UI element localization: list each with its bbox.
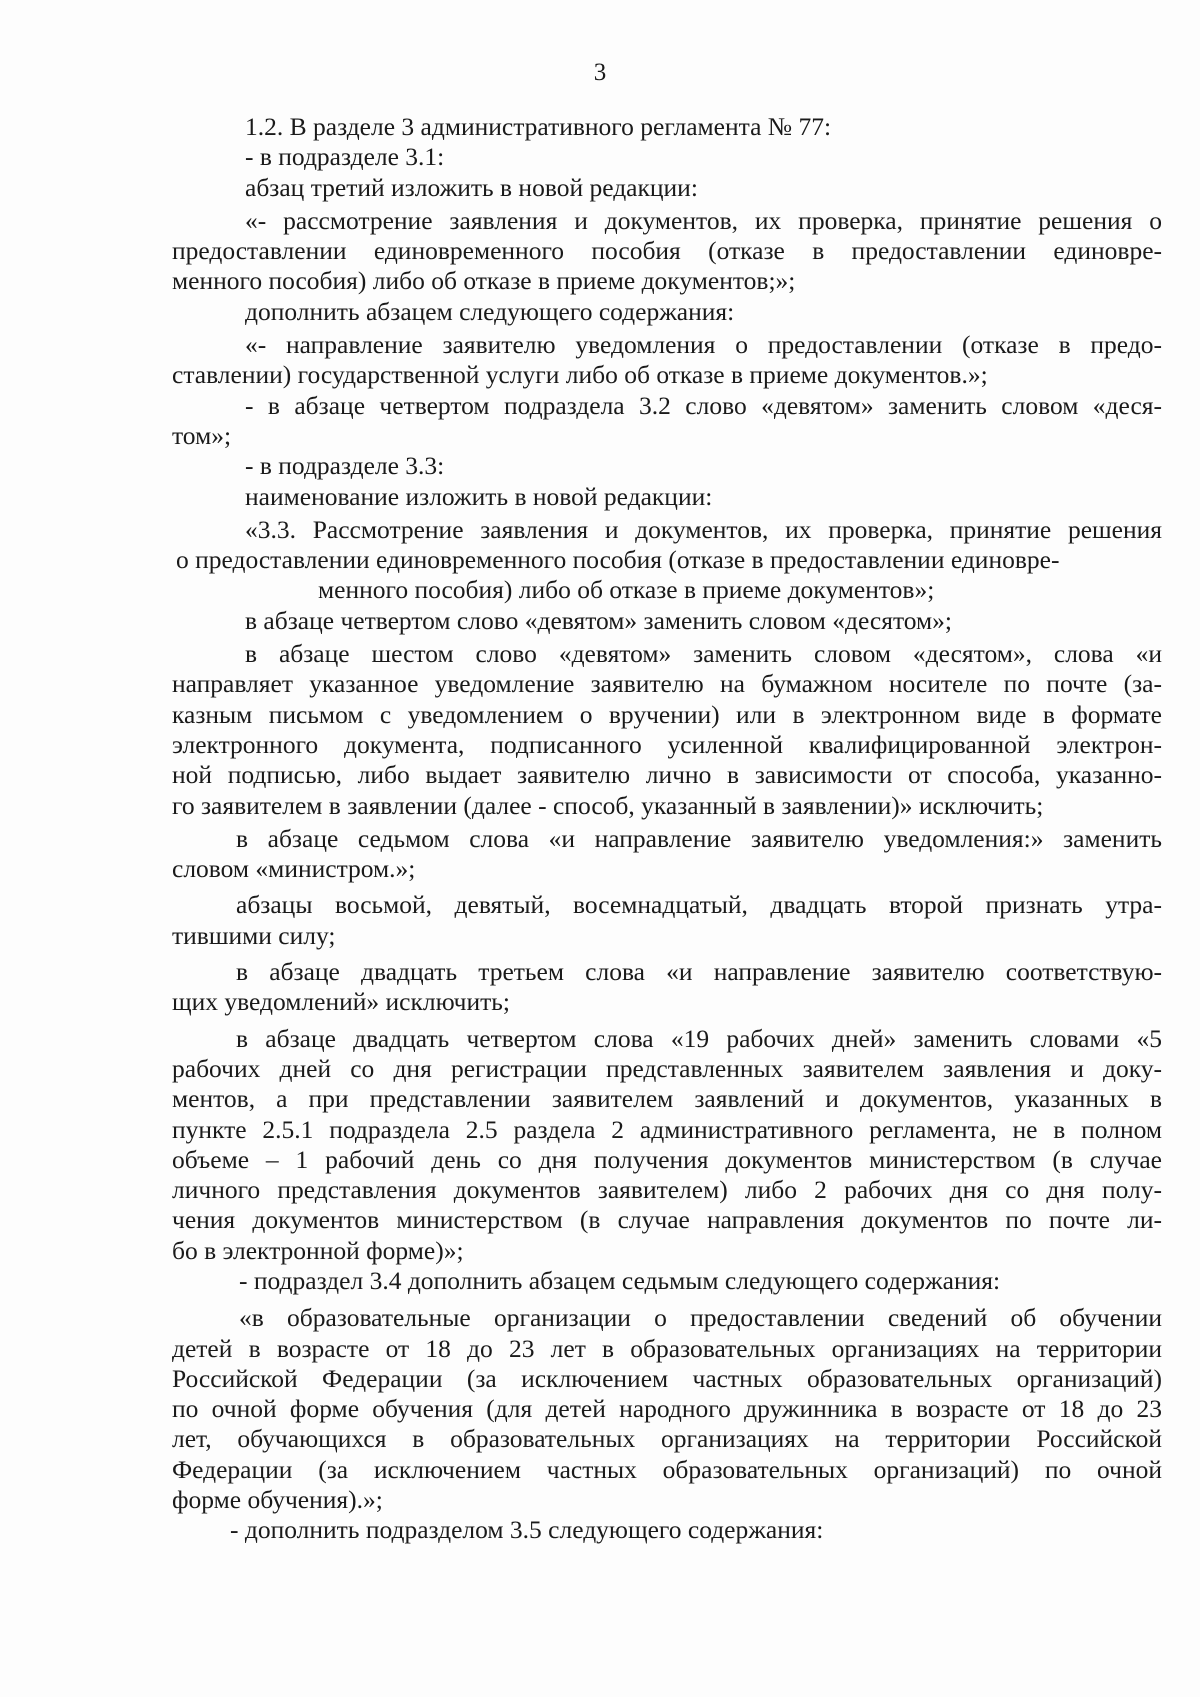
text-line: форме обучения).»; — [172, 1485, 383, 1515]
text-line: - дополнить подразделом 3.5 следующего содержания: — [230, 1515, 824, 1545]
text-line: абзац третий изложить в новой редакции: — [245, 172, 698, 202]
text-line: в абзаце четвертом слово «девятом» заменить словом «десятом»; — [245, 605, 953, 635]
text-line: в абзаце двадцать третьем слова «и направление заявителю соответствую- — [236, 957, 1162, 987]
text-line: объеме – 1 рабочий день со дня получения документов министерством (в случае — [172, 1144, 1162, 1174]
text-line: тившими силу; — [172, 920, 336, 950]
text-line: - в подразделе 3.1: — [245, 142, 445, 172]
text-line: - в абзаце четвертом подраздела 3.2 слово «девятом» заменить словом «деся- — [245, 390, 1162, 420]
text-line: - в подразделе 3.3: — [245, 451, 445, 481]
text-line: ной подписью, либо выдает заявителю лично в зависимости от способа, указанно- — [172, 760, 1162, 790]
text-line: бо в электронной форме)»; — [172, 1235, 464, 1265]
text-line: «в образовательные организации о предоставлении сведений об обучении — [239, 1303, 1162, 1333]
text-line: чения документов министерством (в случае направления документов по почте ли- — [172, 1205, 1162, 1235]
section-heading: 1.2. В разделе 3 административного регламента № 77: — [245, 112, 832, 141]
text-line: в абзаце двадцать четвертом слова «19 рабочих дней» заменить словами «5 — [236, 1023, 1162, 1053]
text-line: по очной форме обучения (для детей народного дружинника в возрасте от 18 до 23 — [172, 1394, 1162, 1424]
text-line: рабочих дней со дня регистрации представленных заявителем заявления и доку- — [172, 1053, 1162, 1083]
text-line: «3.3. Рассмотрение заявления и документов, их проверка, принятие решения — [245, 514, 1162, 544]
text-line: ментов, а при представлении заявителем заявлений и документов, указанных в — [172, 1084, 1162, 1114]
text-line: электронного документа, подписанного усиленной квалифицированной электрон- — [172, 729, 1162, 759]
text-line: направляет указанное уведомление заявителю на бумажном носителе по почте (за- — [172, 669, 1162, 699]
text-line: - подраздел 3.4 дополнить абзацем седьмым следующего содержания: — [239, 1265, 1001, 1295]
text-line: ставлении) государственной услуги либо об отказе в приеме документов.»; — [172, 360, 988, 390]
text-line: пункте 2.5.1 подраздела 2.5 раздела 2 административного регламента, не в полном — [172, 1114, 1162, 1144]
text-line: «- рассмотрение заявления и документов, их проверка, принятие решения о — [245, 205, 1162, 235]
text-line: менного пособия) либо об отказе в приеме документов»; — [318, 575, 935, 605]
text-line: том»; — [172, 420, 232, 450]
text-line: менного пособия) либо об отказе в приеме документов;»; — [172, 266, 796, 296]
text-line: предоставлении единовременного пособия (отказе в предоставлении единовре- — [172, 236, 1162, 266]
text-line: в абзаце седьмом слова «и направление заявителю уведомления:» заменить — [236, 823, 1162, 853]
text-line: абзацы восьмой, девятый, восемнадцатый, двадцать второй признать утра- — [236, 890, 1162, 920]
text-line: Федерации (за исключением частных образовательных организаций) по очной — [172, 1454, 1162, 1484]
text-line: лет, обучающихся в образовательных организациях на территории Российской — [172, 1424, 1162, 1454]
text-line: го заявителем в заявлении (далее - способ, указанный в заявлении)» исключить; — [172, 790, 1044, 820]
text-line: «- направление заявителю уведомления о предоставлении (отказе в предо- — [245, 330, 1162, 360]
document-body — [172, 112, 1162, 1546]
text-line: словом «министром.»; — [172, 854, 416, 884]
text-line: детей в возрасте от 18 до 23 лет в образовательных организациях на территории — [172, 1333, 1162, 1363]
text-line: личного представления документов заявителем) либо 2 рабочих дня со дня полу- — [172, 1175, 1162, 1205]
text-line: наименование изложить в новой редакции: — [245, 481, 713, 511]
text-line: казным письмом с уведомлением о вручении) или в электронном виде в формате — [172, 699, 1162, 729]
text-line: о предоставлении единовременного пособия (отказе в предоставлении единовре- — [176, 545, 1060, 575]
text-line: щих уведомлений» исключить; — [172, 987, 510, 1017]
page-number: 3 — [593, 59, 607, 86]
text-line: Российской Федерации (за исключением частных образовательных организаций) — [172, 1363, 1162, 1393]
text-line: в абзаце шестом слово «девятом» заменить словом «десятом», слова «и — [245, 639, 1162, 669]
text-line: дополнить абзацем следующего содержания: — [245, 296, 735, 326]
